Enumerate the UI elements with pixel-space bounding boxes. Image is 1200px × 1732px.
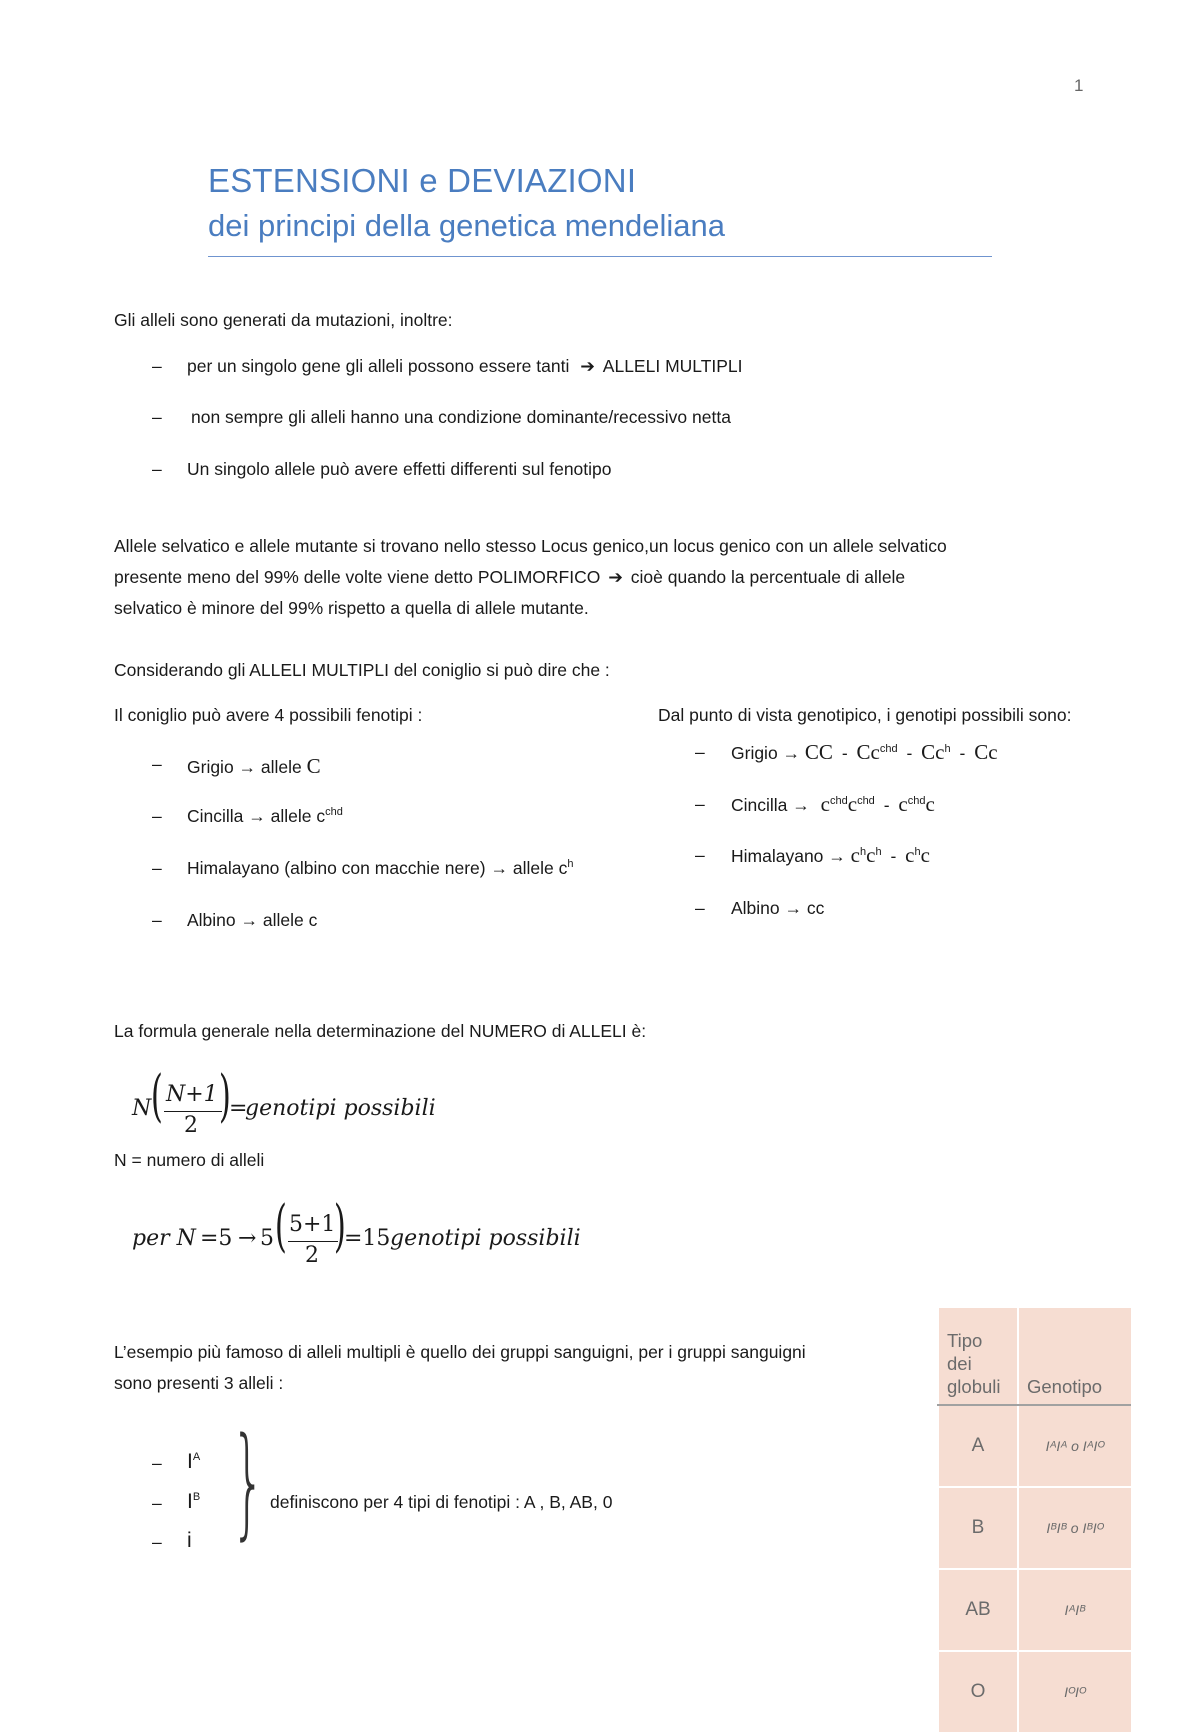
- left-paren: (: [150, 1064, 163, 1129]
- separator: -: [890, 846, 897, 866]
- right-brace: }: [230, 1413, 266, 1552]
- page-number: 1: [1074, 76, 1084, 95]
- allele-ib: [187, 1490, 200, 1514]
- right-paren: ): [333, 1194, 346, 1259]
- genotype-value: Cc: [921, 740, 945, 764]
- separator: -: [959, 743, 966, 763]
- allele-superscript: h: [944, 743, 951, 756]
- intro-item-1-text: per un singolo gene gli alleli possono essere tanti: [187, 356, 570, 376]
- table-cell-genotype: IᴮIᴮ o IᴮIᴼ: [1018, 1487, 1131, 1569]
- table-cell-type: B: [938, 1487, 1018, 1569]
- left-paren: (: [274, 1194, 287, 1259]
- list-dash: –: [152, 1493, 162, 1513]
- example-eq2: =15: [344, 1226, 391, 1251]
- allele-superscript: B: [192, 1491, 201, 1503]
- formula-numerator: N+1: [166, 1082, 218, 1107]
- list-dash: –: [152, 356, 162, 376]
- polymorphic-line-3: selvatico è minore del 99% rispetto a quella di allele mutante.: [114, 598, 589, 618]
- table-cell-genotype: IᴬIᴬ o IᴬIᴼ: [1018, 1405, 1131, 1487]
- polymorphic-line-2-head: presente meno del 99% delle volte viene detto POLIMORFICO: [114, 567, 601, 587]
- list-dash: –: [152, 910, 162, 930]
- example-per-n: per N: [132, 1226, 196, 1251]
- polymorphic-line-1: Allele selvatico e allele mutante si trovano nello stesso Locus genico,un locus genico con un allele selvatico: [114, 536, 947, 556]
- page-title: ESTENSIONI e DEVIAZIONI: [208, 162, 637, 199]
- rabbit-intro: Considerando gli ALLELI MULTIPLI del coniglio si può dire che :: [114, 660, 610, 680]
- intro-item-2: non sempre gli alleli hanno una condizione dominante/recessivo netta: [191, 407, 731, 427]
- list-dash: –: [152, 806, 162, 826]
- genotype-albino-label: Albino →: [731, 898, 803, 918]
- table-row: [938, 1487, 1131, 1569]
- list-dash: –: [152, 1453, 162, 1473]
- allele-superscript: chd: [829, 795, 848, 808]
- list-dash: –: [695, 742, 705, 762]
- list-dash: –: [152, 407, 162, 427]
- intro-item-1: [187, 356, 743, 377]
- phenotype-himalayano: [187, 858, 573, 879]
- table-cell-type: A: [938, 1405, 1018, 1487]
- polymorphic-line-2: [114, 562, 905, 593]
- header-type-line: Tipo: [947, 1330, 983, 1351]
- genotype-value: c: [820, 792, 830, 816]
- genotype-value: c: [905, 843, 915, 867]
- genotypes-heading: Dal punto di vista genotipico, i genotipi possibili sono:: [658, 705, 1072, 725]
- allele-base: I: [187, 1450, 193, 1473]
- genotype-value: c: [866, 843, 876, 867]
- separator: -: [906, 743, 913, 763]
- page-subtitle: dei principi della genetica mendeliana: [208, 208, 726, 243]
- allele-superscript: chd: [857, 795, 875, 808]
- formula-denominator: 2: [184, 1113, 198, 1138]
- separator: -: [841, 743, 848, 763]
- right-paren: ): [218, 1064, 231, 1129]
- allele-superscript: chd: [325, 806, 343, 819]
- formula-n: N: [132, 1096, 152, 1121]
- allele-superscript: h: [914, 846, 921, 859]
- example-numerator: 5+1: [289, 1212, 336, 1237]
- blood-phenotypes-text: definiscono per 4 tipi di fenotipi : A , B, AB, 0: [270, 1492, 613, 1512]
- genotype-cincilla-label: Cincilla →: [731, 795, 810, 815]
- allele-superscript: h: [567, 858, 574, 871]
- genotype-value: c: [898, 792, 908, 816]
- phenotype-cincilla-text: Cincilla → allele c: [187, 806, 326, 826]
- blood-line-1: L’esempio più famoso di alleli multipli è quello dei gruppi sanguigni, per i gruppi sanguigni: [114, 1342, 806, 1362]
- example-eq1: =5: [200, 1226, 233, 1251]
- allele-superscript: A: [192, 1451, 201, 1463]
- allele-superscript: h: [875, 846, 882, 859]
- allele-base: I: [187, 1490, 193, 1513]
- genotype-albino: [731, 898, 824, 919]
- genotype-value: c: [920, 843, 930, 867]
- list-dash: –: [695, 845, 705, 865]
- phenotype-cincilla: [187, 806, 343, 827]
- header-type-line: dei: [947, 1353, 972, 1374]
- genotype-himalayano: [731, 843, 930, 868]
- blood-group-table: [937, 1308, 1131, 1732]
- list-dash: –: [695, 794, 705, 814]
- formula-result: genotipi possibili: [245, 1096, 436, 1121]
- genotype-value: cc: [806, 898, 825, 918]
- genotype-value: Cc: [974, 740, 998, 764]
- example-coef: 5: [260, 1226, 274, 1251]
- formula-equals: =: [229, 1096, 248, 1121]
- genotype-grigio: [731, 740, 998, 765]
- table-cell-type: O: [938, 1651, 1018, 1732]
- list-dash: –: [152, 858, 162, 878]
- table-cell-genotype: IᴼIᴼ: [1018, 1651, 1131, 1732]
- genotype-himalayano-label: Himalayano →: [731, 846, 846, 866]
- list-dash: –: [152, 459, 162, 479]
- example-result: genotipi possibili: [390, 1226, 581, 1251]
- table-cell-genotype: IᴬIᴮ: [1018, 1569, 1131, 1651]
- arrow-icon: ➔: [608, 567, 623, 587]
- intro-item-1-result: ALLELI MULTIPLI: [602, 356, 743, 376]
- allele-i: i: [187, 1529, 192, 1552]
- intro-item-3: Un singolo allele può avere effetti differenti sul fenotipo: [187, 459, 612, 479]
- allele-superscript: chd: [907, 795, 926, 808]
- table-row: [938, 1405, 1131, 1487]
- phenotype-albino: Albino → allele c: [187, 910, 318, 930]
- title-underline: [208, 256, 992, 257]
- genotype-value: c: [847, 792, 858, 816]
- phenotype-himalayano-text: Himalayano (albino con macchie nere) → allele c: [187, 858, 568, 878]
- allele-symbol: C: [306, 754, 321, 778]
- fraction-bar: [164, 1111, 222, 1112]
- phenotype-grigio: [187, 754, 321, 779]
- example-formula: [132, 1192, 581, 1272]
- separator: -: [883, 795, 890, 815]
- header-type-line: globuli: [947, 1376, 1001, 1397]
- list-dash: –: [152, 1532, 162, 1552]
- genotype-value: c: [850, 843, 860, 867]
- table-header-type: [938, 1308, 1018, 1405]
- table-row: [938, 1651, 1131, 1732]
- allele-ia: [187, 1450, 200, 1474]
- genotype-cincilla: [731, 792, 935, 817]
- allele-superscript: h: [859, 846, 867, 859]
- phenotypes-heading: Il coniglio può avere 4 possibili fenotipi :: [114, 705, 423, 725]
- list-dash: –: [695, 898, 705, 918]
- genotype-grigio-label: Grigio →: [731, 743, 801, 763]
- table-row: [938, 1569, 1131, 1651]
- genotype-value: CC: [804, 740, 833, 764]
- genotype-value: c: [925, 792, 935, 816]
- table-header-genotype: Genotipo: [1018, 1308, 1131, 1405]
- genotype-value: Cc: [856, 740, 880, 764]
- example-denominator: 2: [305, 1243, 319, 1268]
- allele-superscript: chd: [879, 743, 898, 756]
- example-arrow: →: [238, 1226, 257, 1251]
- general-formula: [130, 1062, 436, 1142]
- n-definition: N = numero di alleli: [114, 1150, 265, 1170]
- phenotype-grigio-text: Grigio → allele: [187, 757, 307, 777]
- fraction-bar: [288, 1241, 338, 1242]
- arrow-icon: ➔: [580, 356, 595, 376]
- intro-text: Gli alleli sono generati da mutazioni, inoltre:: [114, 310, 453, 330]
- formula-intro: La formula generale nella determinazione del NUMERO di ALLELI è:: [114, 1021, 647, 1041]
- blood-line-2: sono presenti 3 alleli :: [114, 1373, 284, 1393]
- polymorphic-line-2-tail: cioè quando la percentuale di allele: [630, 567, 906, 587]
- table-cell-type: AB: [938, 1569, 1018, 1651]
- list-dash: –: [152, 754, 162, 774]
